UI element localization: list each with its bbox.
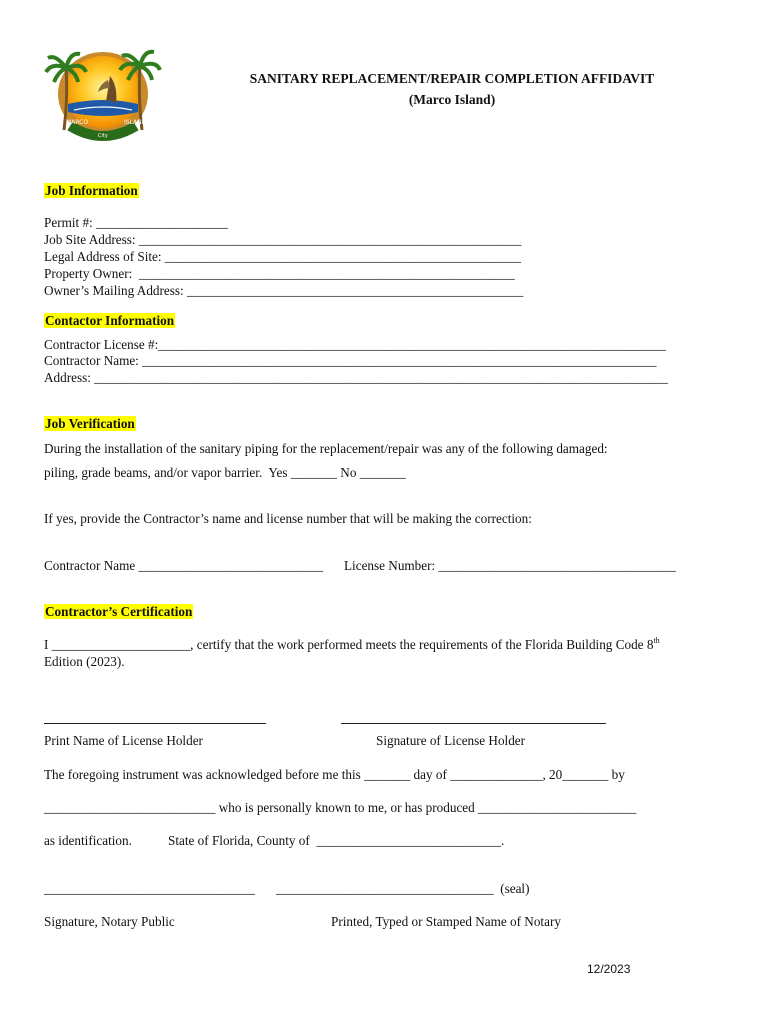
job-information-heading: Job Information — [45, 183, 138, 198]
notary-signature-label: Signature, Notary Public — [44, 914, 175, 929]
verification-question: During the installation of the sanitary piping for the replacement/repair was any of the following damaged: — [44, 441, 608, 456]
document-title: SANITARY REPLACEMENT/REPAIR COMPLETION AFFIDAVIT — [249, 71, 655, 86]
legal-address-field[interactable]: Legal Address of Site: ______________________________________________________ — [44, 249, 521, 264]
revision-date: 12/2023 — [587, 962, 631, 976]
contractor-certification-heading: Contractor’s Certification — [45, 604, 193, 619]
correction-instruction: If yes, provide the Contractor’s name and license number that will be making the correction: — [44, 511, 532, 526]
signature-label: Signature of License Holder — [376, 733, 526, 748]
owner-mailing-address-field[interactable]: Owner’s Mailing Address: ___________________________________________________ — [44, 283, 524, 298]
contractor-information-heading: Contactor Information — [45, 313, 175, 328]
license-holder-signature-line[interactable] — [341, 723, 606, 724]
marco-island-seal-logo — [44, 46, 162, 142]
job-verification-heading: Job Verification — [45, 416, 135, 431]
certification-edition: Edition (2023). — [44, 654, 125, 669]
certification-statement[interactable]: I _____________________, certify that the work performed meets the requirements of the Florida Building Code 8th — [44, 636, 660, 652]
acknowledgement-line[interactable]: The foregoing instrument was acknowledged before me this _______ day of ______________, 20_______ by — [44, 767, 625, 782]
print-name-line[interactable] — [44, 723, 266, 724]
print-name-label: Print Name of License Holder — [44, 733, 203, 748]
damage-yes-no-field[interactable]: piling, grade beams, and/or vapor barrier. Yes _______ No _______ — [44, 465, 406, 480]
notary-signature-line[interactable]: ________________________________ — [44, 881, 255, 896]
identification-label: as identification. — [44, 833, 132, 848]
permit-field[interactable]: Permit #: ____________________ — [44, 215, 228, 230]
contractor-address-field[interactable]: Address: _______________________________________________________________________________________ — [44, 370, 668, 385]
contractor-license-field[interactable]: Contractor License #:_____________________________________________________________________________ — [44, 337, 666, 352]
state-county-field[interactable]: State of Florida, County of ____________________________. — [168, 833, 505, 848]
contractor-name-field[interactable]: Contractor Name: ______________________________________________________________________________ — [44, 353, 657, 368]
svg-text:MARCO: MARCO — [66, 119, 89, 126]
personally-known-line[interactable]: __________________________ who is personally known to me, or has produced ________________________ — [44, 800, 637, 815]
notary-name-label: Printed, Typed or Stamped Name of Notary — [331, 914, 561, 929]
svg-text:ISLAND: ISLAND — [124, 119, 147, 126]
correction-contractor-name-field[interactable]: Contractor Name ____________________________ — [44, 558, 324, 573]
job-site-address-field[interactable]: Job Site Address: __________________________________________________________ — [44, 232, 522, 247]
document-subtitle: (Marco Island) — [408, 92, 496, 107]
correction-license-number-field[interactable]: License Number: ____________________________________ — [344, 558, 676, 573]
svg-text:City: City — [98, 133, 108, 139]
notary-name-seal-line[interactable]: _________________________________ (seal) — [276, 881, 530, 896]
property-owner-field[interactable]: Property Owner: _________________________________________________________ — [44, 266, 515, 281]
